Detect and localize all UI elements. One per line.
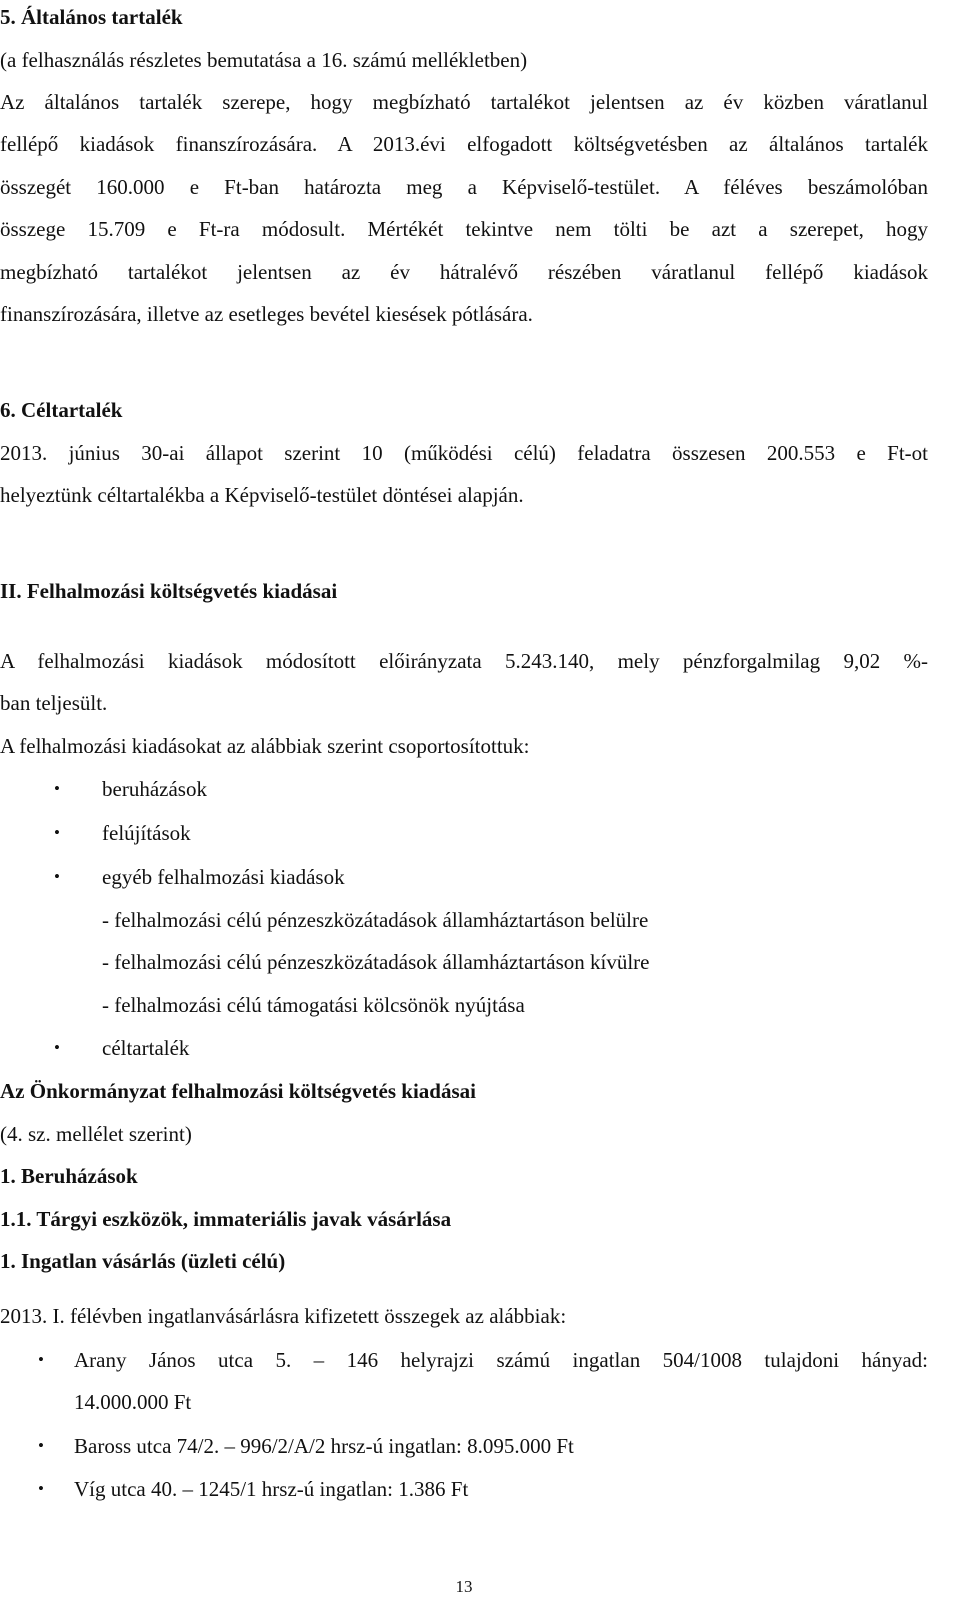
bullet-icon: • [54,823,60,842]
paragraph-line: finanszírozására, illetve az esetleges bevétel kiesések pótlására. [0,302,533,326]
bullet-icon: • [54,867,60,886]
purchase-item: Arany János utca 5. – 146 helyrajzi számú ingatlan 504/1008 tulajdoni hányad: [74,1348,928,1372]
paragraph-line: megbízható tartalékot jelentsen az év hátralévő részében váratlanul fellépő kiadások [0,260,928,284]
paragraph-line: fellépő kiadások finanszírozására. A 2013.évi elfogadott költségvetésben az általános tartalék [0,132,928,156]
grouping-intro: A felhalmozási kiadásokat az alábbiak szerint csoportosítottuk: [0,734,530,758]
list-item: beruházások [102,777,207,801]
paragraph-line: összege 15.709 e Ft-ra módosult. Mértékét tekintve nem tölti be azt a szerepet, hogy [0,217,928,241]
page-number: 13 [455,1577,473,1596]
sub-list-item: - felhalmozási célú pénzeszközátadások államháztartáson belülre [102,908,649,932]
section-5-heading: 5. Általános tartalék [0,5,183,29]
heading-beruhazasok: 1. Beruházások [0,1164,138,1188]
purchase-item-continuation: 14.000.000 Ft [74,1390,192,1414]
sub-list-item: - felhalmozási célú pénzeszközátadások államháztartáson kívülre [102,950,650,974]
paragraph-line: összegét 160.000 e Ft-ban határozta meg a Képviselő-testület. A féléves beszámolóban [0,175,928,199]
paragraph-line: helyeztünk céltartalékba a Képviselő-testület döntései alapján. [0,483,524,507]
bullet-icon: • [38,1436,44,1455]
bullet-icon: • [54,1038,60,1057]
purchases-intro: 2013. I. félévben ingatlanvásárlásra kifizetett összegek az alábbiak: [0,1304,567,1328]
bullet-icon: • [54,779,60,798]
heading-ingatlan-vasarlas: 1. Ingatlan vásárlás (üzleti célú) [0,1249,286,1273]
paragraph-line: Az általános tartalék szerepe, hogy megbízható tartalékot jelentsen az év közben váratlanul [0,90,928,114]
list-item: egyéb felhalmozási kiadások [102,865,345,889]
paragraph-line: 2013. június 30-ai állapot szerint 10 (működési célú) feladatra összesen 200.553 e Ft-ot [0,441,928,465]
purchase-item: Víg utca 40. – 1245/1 hrsz-ú ingatlan: 1.386 Ft [74,1477,469,1501]
paragraph-line: ban teljesült. [0,691,108,715]
section-ii-heading: II. Felhalmozási költségvetés kiadásai [0,579,338,603]
section-5-subheading: (a felhasználás részletes bemutatása a 16. számú mellékletben) [0,48,528,72]
bullet-icon: • [38,1350,44,1369]
paragraph-line: A felhalmozási kiadások módosított előirányzata 5.243.140, mely pénzforgalmilag 9,02 %- [0,649,928,673]
bullet-icon: • [38,1479,44,1498]
heading-targyi-eszkozok: 1.1. Tárgyi eszközök, immateriális javak vásárlása [0,1207,452,1231]
section-6-heading: 6. Céltartalék [0,398,123,422]
list-item: céltartalék [102,1036,190,1060]
list-item: felújítások [102,821,191,845]
sub-list-item: - felhalmozási célú támogatási kölcsönök nyújtása [102,993,525,1017]
subsection-note: (4. sz. mellélet szerint) [0,1122,192,1146]
purchase-item: Baross utca 74/2. – 996/2/A/2 hrsz-ú ingatlan: 8.095.000 Ft [74,1434,574,1458]
subsection-heading: Az Önkormányzat felhalmozási költségvetés kiadásai [0,1079,476,1103]
